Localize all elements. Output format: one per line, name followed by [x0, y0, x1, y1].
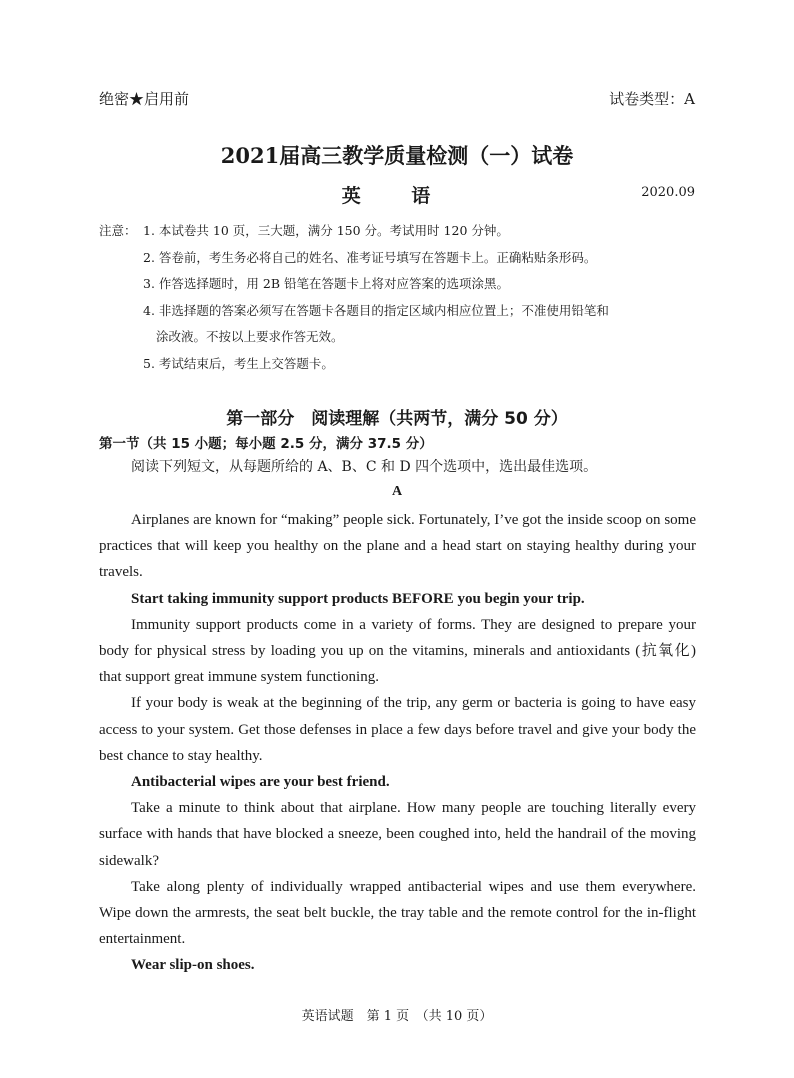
- subheading: Antibacterial wipes are your best friend.: [131, 774, 390, 791]
- passage-letter: A: [391, 484, 403, 499]
- note-item-3: 3. 作答选择题时，用 2B 铅笔在答题卡上将对应答案的选项涂黑。: [143, 276, 509, 291]
- paragraph: Take a minute to think about that airplane. How many people are touching literally every surface with hands that have blocked a sneeze, been coughed into, held the handrail of the moving sidewalk?: [99, 800, 696, 869]
- exam-title: 2021届高三教学质量检测（一）试卷: [220, 143, 574, 168]
- notes-label: 注意：: [99, 223, 137, 238]
- section-instruction: 阅读下列短文，从每题所给的 A、B、C 和 D 四个选项中，选出最佳选项。: [131, 459, 598, 475]
- exam-notes: [99, 218, 699, 377]
- note-item-1: 注意： 1. 本试卷共 10 页，三大题，满分 150 分。考试用时 120 分钟。: [99, 218, 699, 245]
- note-item-2: 2. 答卷前，考生务必将自己的姓名、准考证号填写在答题卡上。正确粘贴条形码。: [143, 249, 597, 265]
- note-item-5: 5. 考试结束后，考生上交答题卡。: [143, 355, 334, 371]
- confidential-label: 绝密★启用前: [99, 90, 190, 108]
- subheading: Start taking immunity support products BEFORE you begin your trip.: [131, 590, 585, 607]
- paragraph: If your body is weak at the beginning of the trip, any germ or bacteria is going to have easy access to your system. Get those defenses in place a few days before travel and give your body the best chance to stay healthy.: [99, 695, 696, 764]
- passage-body: [99, 507, 696, 979]
- page-footer: 英语试题 第 1 页 （共 10 页）: [301, 1009, 493, 1024]
- note-item-4-cont: 涂改液。不按以上要求作答无效。: [156, 329, 344, 344]
- exam-date: 2020.09: [641, 185, 695, 200]
- subheading: Wear slip-on shoes.: [131, 957, 255, 974]
- paper-type-label: 试卷类型：A: [609, 90, 695, 108]
- paragraph: Take along plenty of individually wrapped antibacterial wipes and use them everywhere. Wipe down the armrests, the seat belt buckle, the tray table and the remote control for the in-flight entertainment.: [99, 878, 696, 948]
- paragraph: Immunity support products come in a variety of forms. They are designed to prepare your body for physical stress by loading you up on the vitamins, minerals and antioxidants (抗氧化) that support great immune system functioning.: [99, 616, 696, 686]
- note-item-4: 4. 非选择题的答案必须写在答题卡各题目的指定区域内相应位置上；不准使用铅笔和: [143, 302, 609, 318]
- section-title: 第一节（共 15 小题；每小题 2.5 分，满分 37.5 分）: [99, 436, 433, 452]
- subject-title: 英 语: [341, 185, 453, 207]
- part-title: 第一部分 阅读理解（共两节，满分 50 分）: [226, 409, 568, 429]
- paragraph: Airplanes are known for “making” people sick. Fortunately, I’ve got the inside scoop on some practices that will keep you healthy on the plane and a head start on staying healthy during your travels.: [99, 512, 696, 581]
